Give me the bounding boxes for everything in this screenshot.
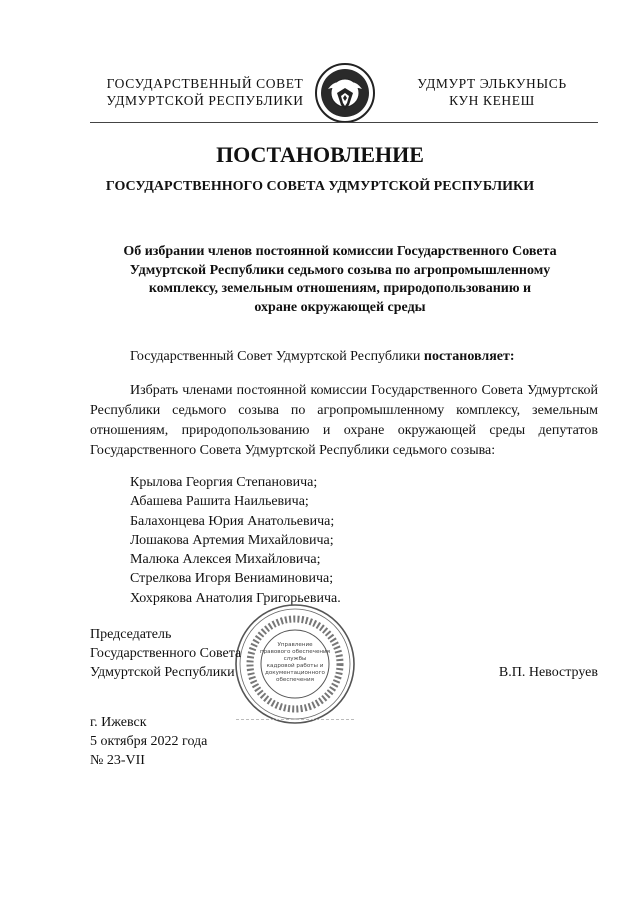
header-left-line2: УДМУРТСКОЙ РЕСПУБЛИКИ <box>106 93 304 108</box>
stamp-text-line: службы <box>283 656 307 662</box>
subject-line: охране окружающей среды <box>254 299 426 315</box>
official-stamp <box>233 602 357 726</box>
subject-line: Об избрании членов постоянной комиссии Государственного Совета <box>123 244 557 259</box>
stamp-text-line: обеспечения <box>276 677 314 683</box>
list-item: Абашева Рашита Наильевича; <box>130 494 309 510</box>
list-item: Малюка Алексея Михайловича; <box>130 552 321 568</box>
subject-line: комплексу, земельным отношениям, природопользованию и <box>148 281 532 296</box>
body-paragraph: Избрать членами постоянной комиссии Государственного Совета Удмуртской Республики седьмого созыва по агропромышленному комплексу, земельным отношениям, природопользованию и охране окружающей среды депутатов Государственного Совета Удмуртской Республики седьмого созыва: <box>90 383 598 458</box>
date: 5 октября 2022 года <box>90 734 208 749</box>
header-right-line1: УДМУРТ ЭЛЬКУНЫСЬ <box>417 76 567 91</box>
stamp-text-line: кадровой работы и <box>266 663 324 669</box>
header-divider <box>90 122 598 123</box>
document-number: № 23-VII <box>90 753 145 768</box>
stamp-text-line: Управление <box>277 642 313 648</box>
list-item: Стрелкова Игоря Вениаминовича; <box>130 571 334 587</box>
document-subtitle: ГОСУДАРСТВЕННОГО СОВЕТА УДМУРТСКОЙ РЕСПУБЛИКИ <box>105 179 535 194</box>
list-item: Хохрякова Анатолия Григорьевича. <box>130 590 341 606</box>
signature-title-line: Государственного Совета <box>90 646 242 661</box>
resolution-subject <box>100 243 580 317</box>
stamp-text-line: документационного <box>265 670 325 676</box>
list-item: Лошакова Артемия Михайловича; <box>130 532 334 548</box>
header-right <box>392 75 592 109</box>
document-title: ПОСТАНОВЛЕНИЕ <box>216 142 424 167</box>
resolves-paragraph <box>130 347 515 367</box>
city: г. Ижевск <box>90 715 147 730</box>
stamp-text-line: правового обеспечения <box>259 649 331 655</box>
subject-line: Удмуртской Республики седьмого созыва по агропромышленному <box>129 262 551 278</box>
signature-underline <box>236 719 354 720</box>
resolves-bold: постановляет: <box>423 349 515 364</box>
signature-block <box>90 625 241 682</box>
signature-title-line: Председатель <box>90 627 172 642</box>
signature-title-line: Удмуртской Республики <box>90 665 235 680</box>
resolves-text: Государственный Совет Удмуртской Республики <box>130 349 424 364</box>
members-list <box>130 473 341 608</box>
header-right-line2: КУН КЕНЕШ <box>449 93 535 108</box>
header-left-line1: ГОСУДАРСТВЕННЫЙ СОВЕТ <box>106 76 304 91</box>
signatory-name: В.П. Невоструев <box>498 665 598 680</box>
list-item: Крылова Георгия Степановича; <box>130 475 318 490</box>
header-left <box>95 75 315 109</box>
document-footer <box>90 713 207 770</box>
list-item: Балахонцева Юрия Анатольевича; <box>130 513 335 529</box>
udmurt-coat-of-arms-icon <box>314 62 376 124</box>
